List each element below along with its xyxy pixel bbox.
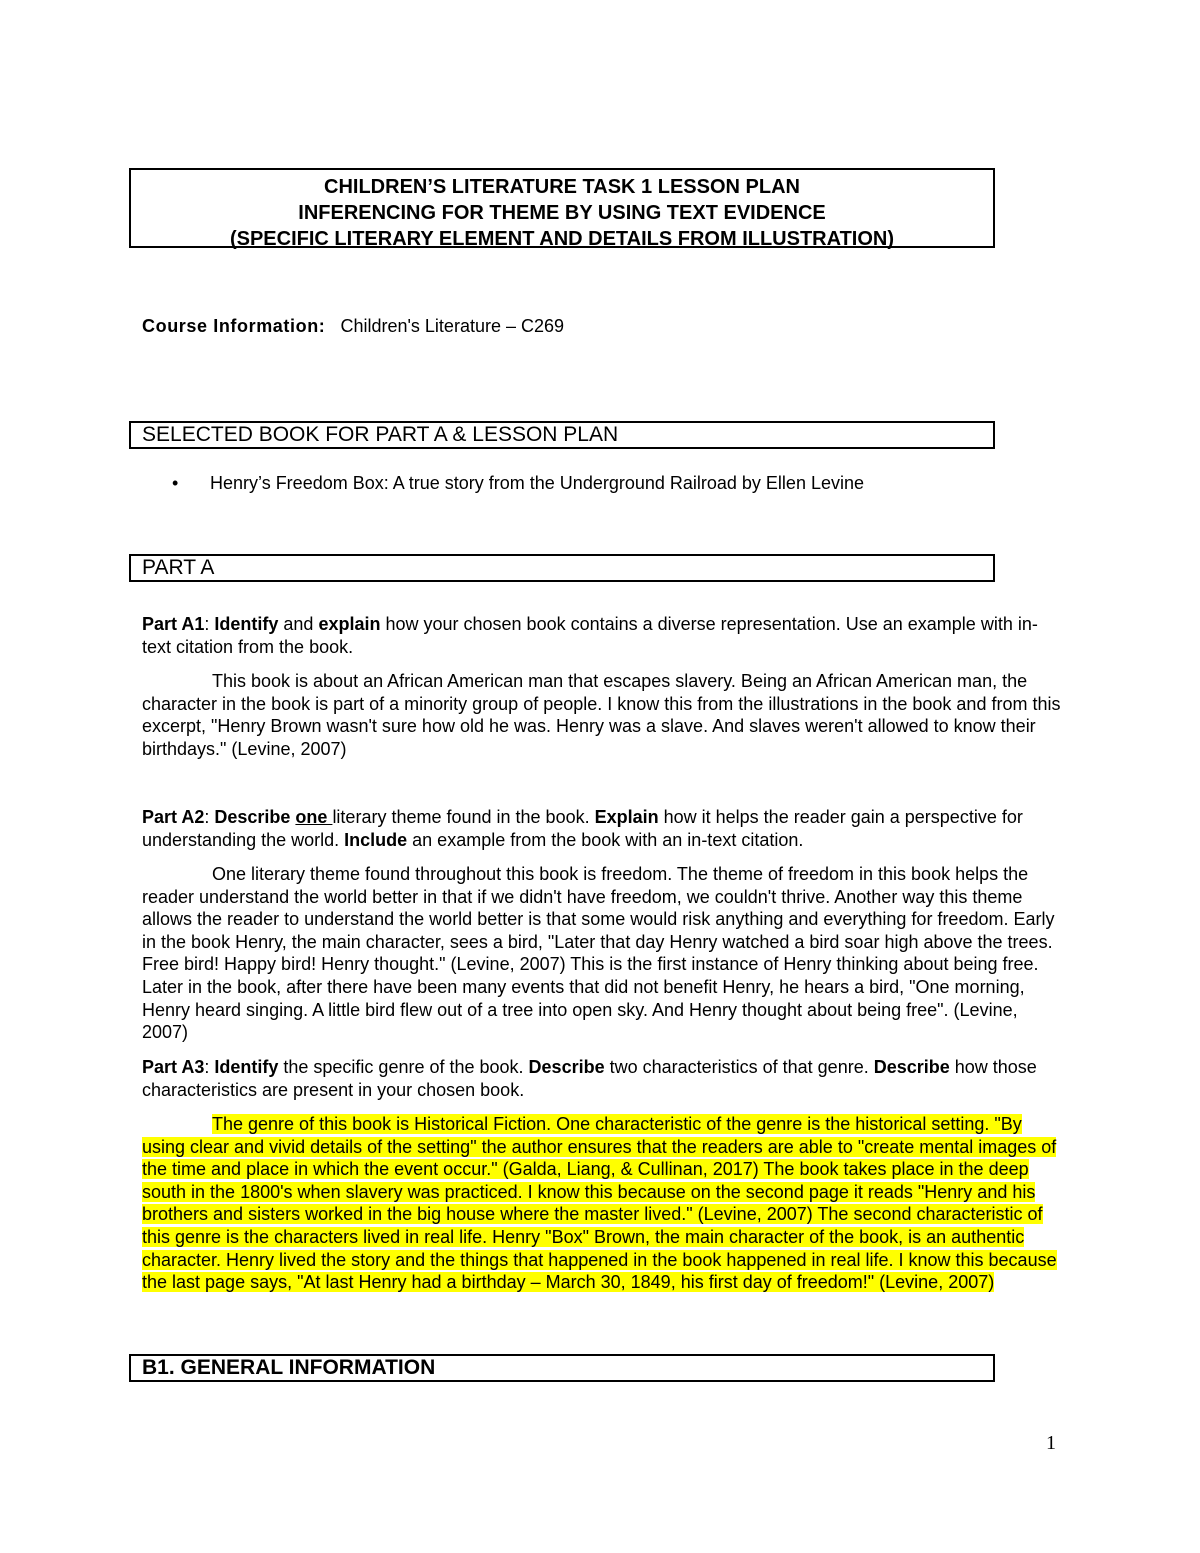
section-heading-part-a: PART A (129, 554, 995, 582)
highlighted-answer: The genre of this book is Historical Fiction. One characteristic of the genre is the historical setting. "By using clear and vivid details of the setting" the author ensures that the readers are able to "create mental images of the time and place in which the event occur." (Galda, Liang, & Cullinan, 2017) The book takes place in the deep south in the 1800's when slavery was practiced. I know this because on the second page it reads "Henry and his brothers and sisters worked in the big house where the master lived." (Levine, 2007) The second characteristic of this genre is the characters lived in real life. Henry "Box" Brown, the main character of the book, is an authentic character. Henry lived the story and the things that happened in the book happened in real life. I know this because the last page says, "At last Henry had a birthday – March 30, 1849, his first day of freedom!" (Levine, 2007) (142, 1114, 1057, 1293)
section-heading-selected-book: SELECTED BOOK FOR PART A & LESSON PLAN (129, 421, 995, 449)
course-info-value: Children's Literature – C269 (340, 316, 565, 336)
course-information (142, 314, 564, 338)
bullet-icon: • (172, 473, 179, 493)
title-line-1: CHILDREN’S LITERATURE TASK 1 LESSON PLAN (324, 176, 800, 198)
page-number: 1 (1046, 1432, 1056, 1454)
part-a1-answer: This book is about an African American man that escapes slavery. Being an African American man, the character in the book is part of a minority group of people. I know this from the illustrations in the book and from this excerpt, "Henry Brown wasn't sure how old he was. Henry was a slave. And slaves weren't allowed to know their birthdays." (Levine, 2007) (142, 671, 1061, 759)
section-heading-b1: B1. GENERAL INFORMATION (129, 1354, 995, 1382)
part-a3-label: Part A3 (142, 1057, 205, 1077)
part-a2-label: Part A2 (142, 807, 205, 827)
part-a3-question: Part A3: Identify the specific genre of the book. Describe two characteristics of that genre. Describe how those characteristics are present in your chosen book. (142, 1057, 1037, 1100)
book-list-item (172, 471, 864, 495)
part-a2-answer: One literary theme found throughout this book is freedom. The theme of freedom in this book helps the reader understand the world better in that if we didn't have freedom, we couldn't thrive. Another way this theme allows the reader to understand the world better is that some would risk anything and everything for freedom. Early in the book Henry, the main character, sees a bird, "Later that day Henry watched a bird soar high above the trees. Free bird! Happy bird! Henry thought." (Levine, 2007) This is the first instance of Henry thinking about being free. Later in the book, after there have been many events that did not benefit Henry, he hears a bird, "One morning, Henry heard singing. A little bird flew out of a tree into open sky. And Henry thought about being free". (Levine, 2007) (142, 864, 1055, 1043)
title-line-3: (SPECIFIC LITERARY ELEMENT AND DETAILS FROM ILLUSTRATION) (229, 228, 895, 250)
title-box (129, 168, 995, 248)
part-a1-label: Part A1 (142, 614, 205, 634)
course-info-label: Course Information: (142, 316, 326, 336)
part-a3-answer (142, 1113, 1062, 1294)
part-a2-question: Part A2: Describe one literary theme found in the book. Explain how it helps the reader gain a perspective for understanding the world. Include an example from the book with an in-text citation. (142, 807, 1023, 850)
book-title: Henry’s Freedom Box: A true story from the Underground Railroad by Ellen Levine (210, 473, 864, 493)
title-line-2: INFERENCING FOR THEME BY USING TEXT EVIDENCE (298, 202, 826, 224)
part-a1-question: Part A1: Identify and explain how your chosen book contains a diverse representation. Use an example with in-text citation from the book. (142, 614, 1038, 657)
